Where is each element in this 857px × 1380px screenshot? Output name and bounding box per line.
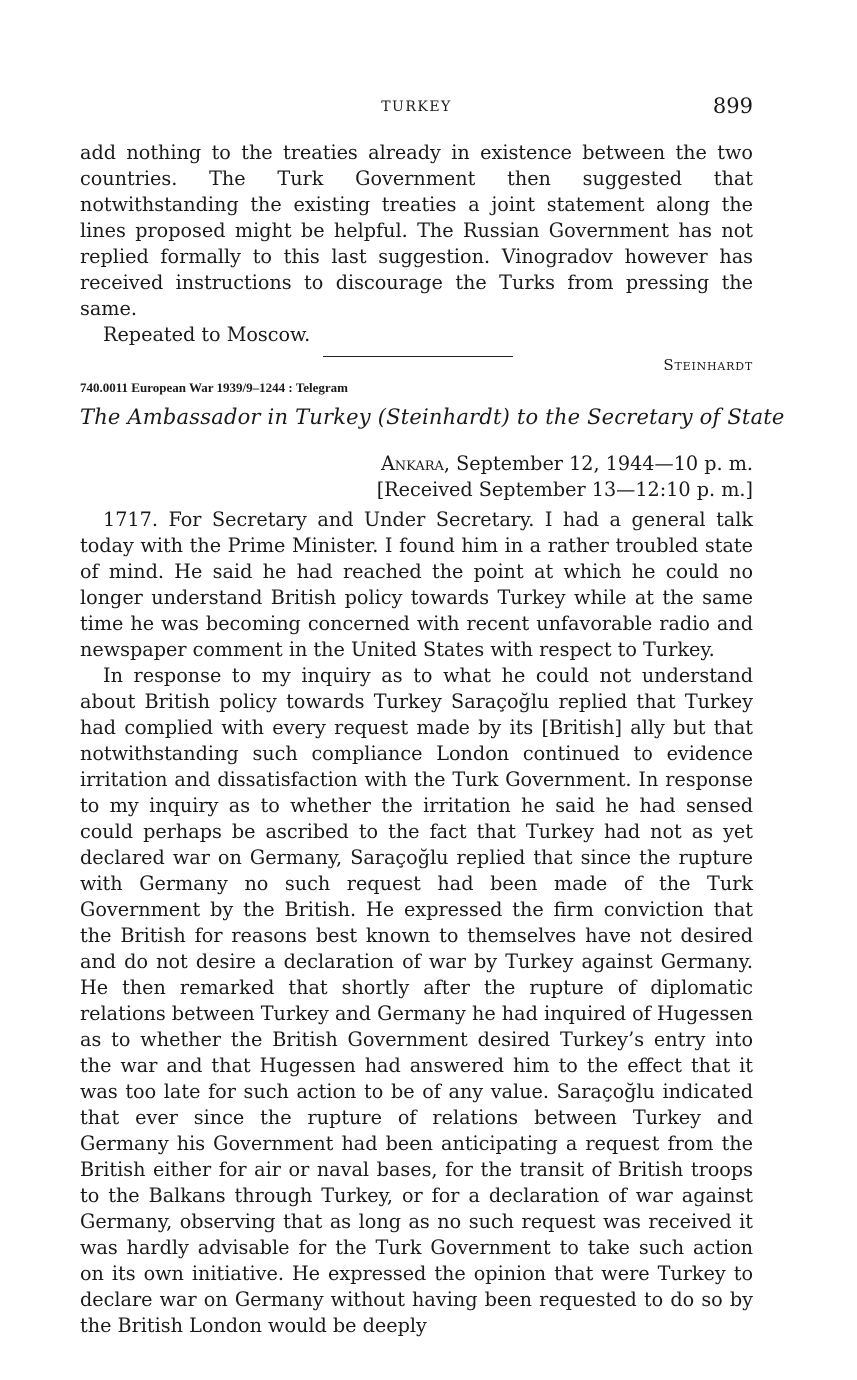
continuation-block [80,140,753,378]
running-title: TURKEY [381,99,452,115]
repeated-note: Repeated to Moscow. [103,323,311,346]
signature: Steinhardt [663,356,753,374]
section-divider [323,356,513,357]
body-paragraph-1: 1717. For Secretary and Under Secretary. I had a general talk today with the Prime Minister. I found him in a rather troubled state of mind. He said he had reached the point at which he could no longer understand British policy towards Turkey while at the same time he was becoming concerned with recent unfavorable radio and newspaper comment in the United States with respect to Turkey. [80,508,753,661]
dateline-place: Ankara [380,452,444,475]
continuation-paragraph: add nothing to the treaties already in existence between the two countries. The Turk Government then suggested that notwithstanding the existing treaties a joint statement along the lines proposed might be helpful. The Russian Government has not replied formally to this last suggestion. Vinogradov however has received instructions to discourage the Turks from pressing the same. [80,141,753,320]
telegram-body [80,507,753,1339]
document-title: The Ambassador in Turkey (Steinhardt) to the Secretary of State [80,405,785,429]
dateline-received: [Received September 13—12:10 p. m.] [376,478,753,501]
page-number: 899 [712,94,753,118]
file-reference: 740.0011 European War 1939/9–1244 : Telegram [80,380,348,395]
body-paragraph-2: In response to my inquiry as to what he could not understand about British policy towards Turkey Saraçoğlu replied that Turkey had complied with every request made by its [British] ally but that notwithstanding such compliance London continued to evidence irritation and dissatisfaction with the Turk Government. In response to my inquiry as to whether the irritation he said he had sensed could perhaps be ascribed to the fact that Turkey had not as yet declared war on Germany, Saraçoğlu replied that since the rupture with Germany no such request had been made of the Turk Government by the British. He expressed the firm conviction that the British for reasons best known to themselves have not desired and do not desire a declaration of war by Turkey against Germany. He then remarked that shortly after the rupture of diplomatic relations between Turkey and Germany he had inquired of Hugessen as to whether the British Government desired Turkey’s entry into the war and that Hugessen had answered him to the effect that it was too late for such action to be of any value. Saraçoğlu indicated that ever since the rupture of relations between Turkey and Germany his Government had been anticipating a request from the British either for air or naval bases, for the transit of British troops to the Balkans through Turkey, or for a declaration of war against Germany, observing that as long as no such request was received it was hardly advisable for the Turk Government to take such action on its own initiative. He expressed the opinion that were Turkey to declare war on Germany without having been requested to do so by the British London would be deeply [80,664,754,1337]
running-head [80,96,753,120]
dateline-date: , September 12, 1944—10 p. m. [443,452,753,475]
dateline [377,451,753,503]
dateline-sent [377,451,753,477]
